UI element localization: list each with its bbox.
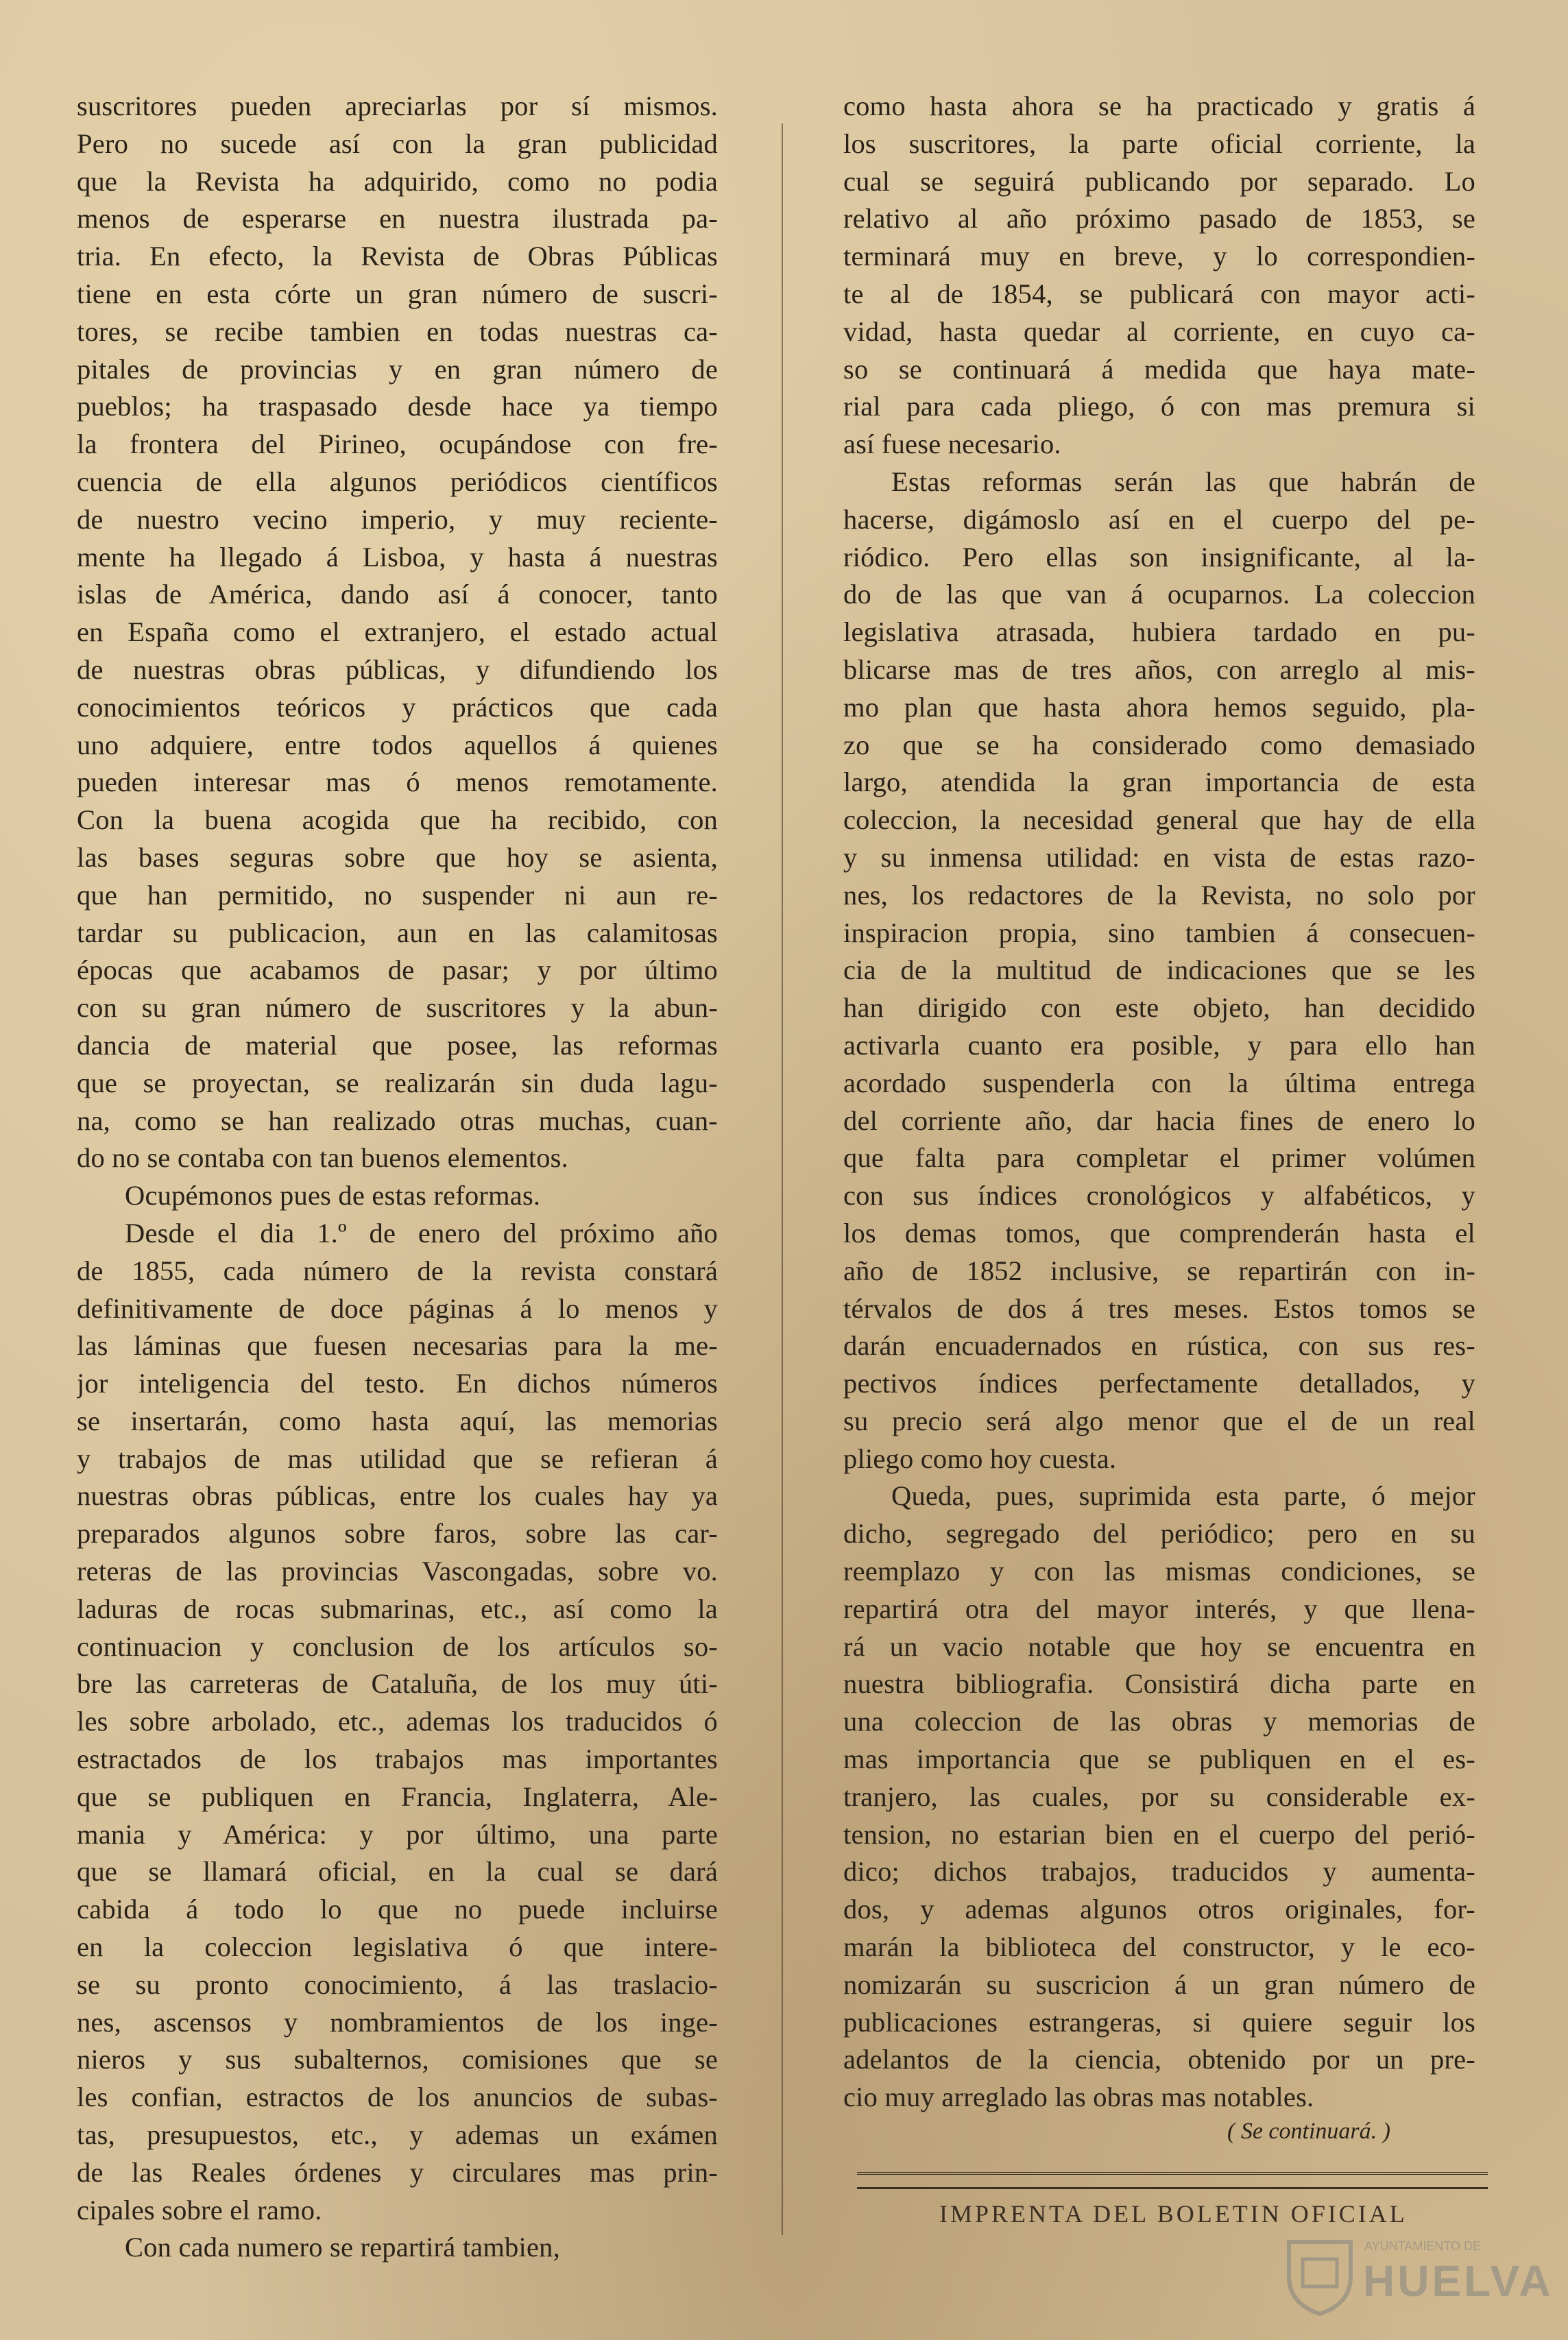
text-line: vidad, hasta quedar al corriente, en cuyo ca-	[843, 315, 1475, 347]
imprint-line: IMPRENTA DEL BOLETIN OFICIAL	[939, 2200, 1408, 2228]
text-line: Ocupémonos pues de estas reformas.	[125, 1180, 541, 1211]
text-line: tension, no estarian bien en el cuerpo del perió-	[843, 1818, 1475, 1850]
text-line: adelantos de la ciencia, obtenido por un pre-	[843, 2044, 1475, 2075]
text-line: Estas reformas serán las que habrán de	[891, 466, 1475, 497]
text-line: del corriente año, dar hacia fines de enero lo	[843, 1105, 1475, 1136]
text-line: repartirá otra del mayor interés, y que llena-	[843, 1593, 1475, 1624]
text-line: así fuese necesario.	[843, 429, 1061, 460]
text-line: rial para cada pliego, ó con mas premura si	[843, 391, 1475, 422]
text-line: les confian, estractos de los anuncios de subas-	[77, 2082, 718, 2113]
text-line: nieros y sus subalternos, comisiones que se	[77, 2044, 718, 2075]
text-line: cia de la multitud de indicaciones que se les	[843, 954, 1475, 986]
text-line: tria. En efecto, la Revista de Obras Públicas	[77, 241, 718, 272]
text-line: tiene en esta córte un gran número de suscri-	[77, 278, 718, 309]
text-line: que falta para completar el primer volúmen	[843, 1142, 1475, 1174]
text-line: que se llamará oficial, en la cual se dará	[77, 1856, 718, 1887]
text-line: na, como se han realizado otras muchas, cuan-	[77, 1105, 718, 1136]
text-line: nomizarán su suscricion á un gran número de	[843, 1968, 1475, 2000]
footer-rule	[857, 2172, 1488, 2189]
text-line: bre las carreteras de Cataluña, de los muy úti-	[77, 1668, 718, 1700]
text-line: dos, y ademas algunos otros originales, for-	[843, 1894, 1475, 1925]
text-line: publicaciones estrangeras, si quiere seguir los	[843, 2006, 1475, 2038]
text-line: mo plan que hasta ahora hemos seguido, pla-	[843, 691, 1475, 723]
left-text-column	[77, 88, 718, 2267]
text-line: menos de esperarse en nuestra ilustrada pa-	[77, 203, 718, 234]
text-line: islas de América, dando así á conocer, tanto	[77, 579, 718, 610]
text-line: tranjero, las cuales, por su considerable ex-	[843, 1781, 1475, 1812]
text-line: cio muy arreglado las obras mas notables.	[843, 2082, 1314, 2113]
text-line: les sobre arbolado, etc., ademas los traducidos ó	[77, 1706, 718, 1737]
text-line: Con cada numero se repartirá tambien,	[125, 2232, 560, 2263]
text-line: Con la buena acogida que ha recibido, con	[77, 804, 718, 836]
text-line: año de 1852 inclusive, se repartirán con in-	[843, 1255, 1475, 1286]
text-line: su precio será algo menor que el de un real	[843, 1405, 1475, 1436]
text-line: dicho, segregado del periódico; pero en su	[843, 1518, 1475, 1549]
text-line: pueden interesar mas ó menos remotamente.	[77, 767, 718, 798]
text-line: do de las que van á ocuparnos. La coleccion	[843, 579, 1475, 610]
text-line: reteras de las provincias Vascongadas, sobre vo.	[77, 1556, 718, 1587]
text-line: rá un vacio notable que hoy se encuentra en	[843, 1630, 1475, 1662]
text-line: hacerse, digámoslo así en el cuerpo del pe-	[843, 503, 1475, 535]
text-line: reemplazo y con las mismas condiciones, se	[843, 1556, 1475, 1587]
shield-icon	[1282, 2235, 1358, 2317]
text-line: como hasta ahora se ha practicado y gratis á	[843, 91, 1475, 121]
text-line: cabida á todo lo que no puede incluirse	[77, 1894, 718, 1925]
text-line: pectivos índices perfectamente detallados, y	[843, 1368, 1475, 1399]
column-divider	[782, 123, 783, 2235]
text-line: tardar su publicacion, aun en las calamitosas	[77, 917, 718, 948]
text-line: nuestras obras públicas, entre los cuales hay ya	[77, 1480, 718, 1512]
text-line: Desde el dia 1.º de enero del próximo año	[125, 1217, 718, 1249]
text-line: blicarse mas de tres años, con arreglo al mis-	[843, 653, 1475, 685]
text-line: con sus índices cronológicos y alfabéticos, y	[843, 1180, 1475, 1211]
text-line: de 1855, cada número de la revista constará	[77, 1255, 718, 1286]
text-line: coleccion, la necesidad general que hay de ella	[843, 804, 1475, 836]
text-line: cuencia de ella algunos periódicos científicos	[77, 466, 718, 497]
text-line: las láminas que fuesen necesarias para la me-	[77, 1330, 718, 1362]
text-line: se su pronto conocimiento, á las traslacio-	[77, 1968, 718, 2000]
text-line: la frontera del Pirineo, ocupándose con fre-	[77, 429, 718, 460]
text-line: han dirigido con este objeto, han decidido	[843, 992, 1475, 1024]
text-line: preparados algunos sobre faros, sobre las car-	[77, 1518, 718, 1549]
text-line: que se publiquen en Francia, Inglaterra, Ale-	[77, 1781, 718, 1812]
text-line: épocas que acabamos de pasar; y por último	[77, 954, 718, 986]
text-line: que la Revista ha adquirido, como no podia	[77, 165, 718, 197]
text-line: relativo al año próximo pasado de 1853, se	[843, 203, 1475, 234]
text-line: mas importancia que se publiquen en el es-	[843, 1744, 1475, 1775]
text-line: dico; dichos trabajos, traducidos y aumenta-	[843, 1856, 1475, 1887]
text-line: estractados de los trabajos mas importantes	[77, 1744, 718, 1775]
text-line: continuacion y conclusion de los artículos so-	[77, 1630, 718, 1662]
text-line: acordado suspenderla con la última entrega	[843, 1067, 1475, 1098]
text-line: con su gran número de suscritores y la abun-	[77, 992, 718, 1024]
text-line: riódico. Pero ellas son insignificante, al la-	[843, 541, 1475, 572]
text-line: en la coleccion legislativa ó que intere-	[77, 1931, 718, 1963]
text-line: Queda, pues, suprimida esta parte, ó mejor	[891, 1480, 1475, 1512]
text-line: definitivamente de doce páginas á lo menos y	[77, 1292, 718, 1324]
text-line: dancia de material que posee, las reformas	[77, 1029, 718, 1061]
text-line: los demas tomos, que comprenderán hasta el	[843, 1217, 1475, 1249]
text-line: legislativa atrasada, hubiera tardado en pu-	[843, 616, 1475, 648]
text-line: largo, atendida la gran importancia de esta	[843, 767, 1475, 798]
text-line: nes, los redactores de la Revista, no solo por	[843, 879, 1475, 910]
text-line: darán encuadernados en rústica, con sus res-	[843, 1330, 1475, 1362]
text-line: suscritores pueden apreciarlas por sí mismos.	[77, 91, 718, 121]
text-line: jor inteligencia del testo. En dichos números	[77, 1368, 718, 1399]
text-line: conocimientos teóricos y prácticos que cada	[77, 691, 718, 723]
continued-note: ( Se continuará. )	[1227, 2119, 1390, 2144]
text-line: térvalos de dos á tres meses. Estos tomos se	[843, 1292, 1475, 1324]
text-line: pliego como hoy cuesta.	[843, 1443, 1117, 1474]
text-line: de nuestras obras públicas, y difundiendo los	[77, 653, 718, 685]
text-line: tores, se recibe tambien en todas nuestras ca-	[77, 315, 718, 347]
text-line: laduras de rocas submarinas, etc., así como la	[77, 1593, 718, 1624]
text-line: nuestra bibliografia. Consistirá dicha parte en	[843, 1668, 1475, 1700]
text-line: pitales de provincias y en gran número de	[77, 353, 718, 385]
text-line: cipales sobre el ramo.	[77, 2194, 322, 2226]
watermark-small-text: AYUNTAMIENTO DE	[1364, 2239, 1482, 2253]
watermark-big-text: HUELVA	[1363, 2256, 1554, 2306]
text-line: tas, presupuestos, etc., y ademas un exámen	[77, 2119, 718, 2151]
text-line: so se continuará á medida que haya mate-	[843, 353, 1475, 385]
text-line: marán la biblioteca del constructor, y le eco-	[843, 1931, 1475, 1963]
text-line: cual se seguirá publicando por separado. Lo	[843, 165, 1475, 197]
text-line: te al de 1854, se publicará con mayor acti-	[843, 278, 1475, 309]
text-line: terminará muy en breve, y lo correspondien-	[843, 241, 1475, 272]
text-line: en España como el extranjero, el estado actual	[77, 616, 718, 648]
text-line: inspiracion propia, sino tambien á consecuen-	[843, 917, 1475, 948]
text-line: pueblos; ha traspasado desde hace ya tiempo	[77, 391, 718, 422]
text-line: de nuestro vecino imperio, y muy reciente-	[77, 503, 718, 535]
text-line: que han permitido, no suspender ni aun re-	[77, 879, 718, 910]
text-line: mania y América: y por último, una parte	[77, 1818, 718, 1850]
text-line: que se proyectan, se realizarán sin duda lagu-	[77, 1067, 718, 1098]
text-line: uno adquiere, entre todos aquellos á quienes	[77, 729, 718, 760]
text-line: de las Reales órdenes y circulares mas prin-	[77, 2156, 718, 2188]
text-line: nes, ascensos y nombramientos de los inge-	[77, 2006, 718, 2038]
text-line: activarla cuanto era posible, y para ello han	[843, 1029, 1475, 1061]
text-line: Pero no sucede así con la gran publicidad	[77, 128, 718, 159]
right-text-column	[843, 88, 1475, 2116]
text-line: do no se contaba con tan buenos elementos.	[77, 1142, 568, 1174]
archive-watermark	[1282, 2235, 1554, 2317]
text-line: una coleccion de las obras y memorias de	[843, 1706, 1475, 1737]
text-line: y trabajos de mas utilidad que se refieran á	[77, 1443, 718, 1474]
text-line: y su inmensa utilidad: en vista de estas razo-	[843, 841, 1475, 873]
text-line: los suscritores, la parte oficial corriente, la	[843, 128, 1475, 159]
text-line: mente ha llegado á Lisboa, y hasta á nuestras	[77, 541, 718, 572]
text-line: se insertarán, como hasta aquí, las memorias	[77, 1405, 718, 1436]
text-line: las bases seguras sobre que hoy se asienta,	[77, 841, 718, 873]
text-line: zo que se ha considerado como demasiado	[843, 729, 1475, 760]
